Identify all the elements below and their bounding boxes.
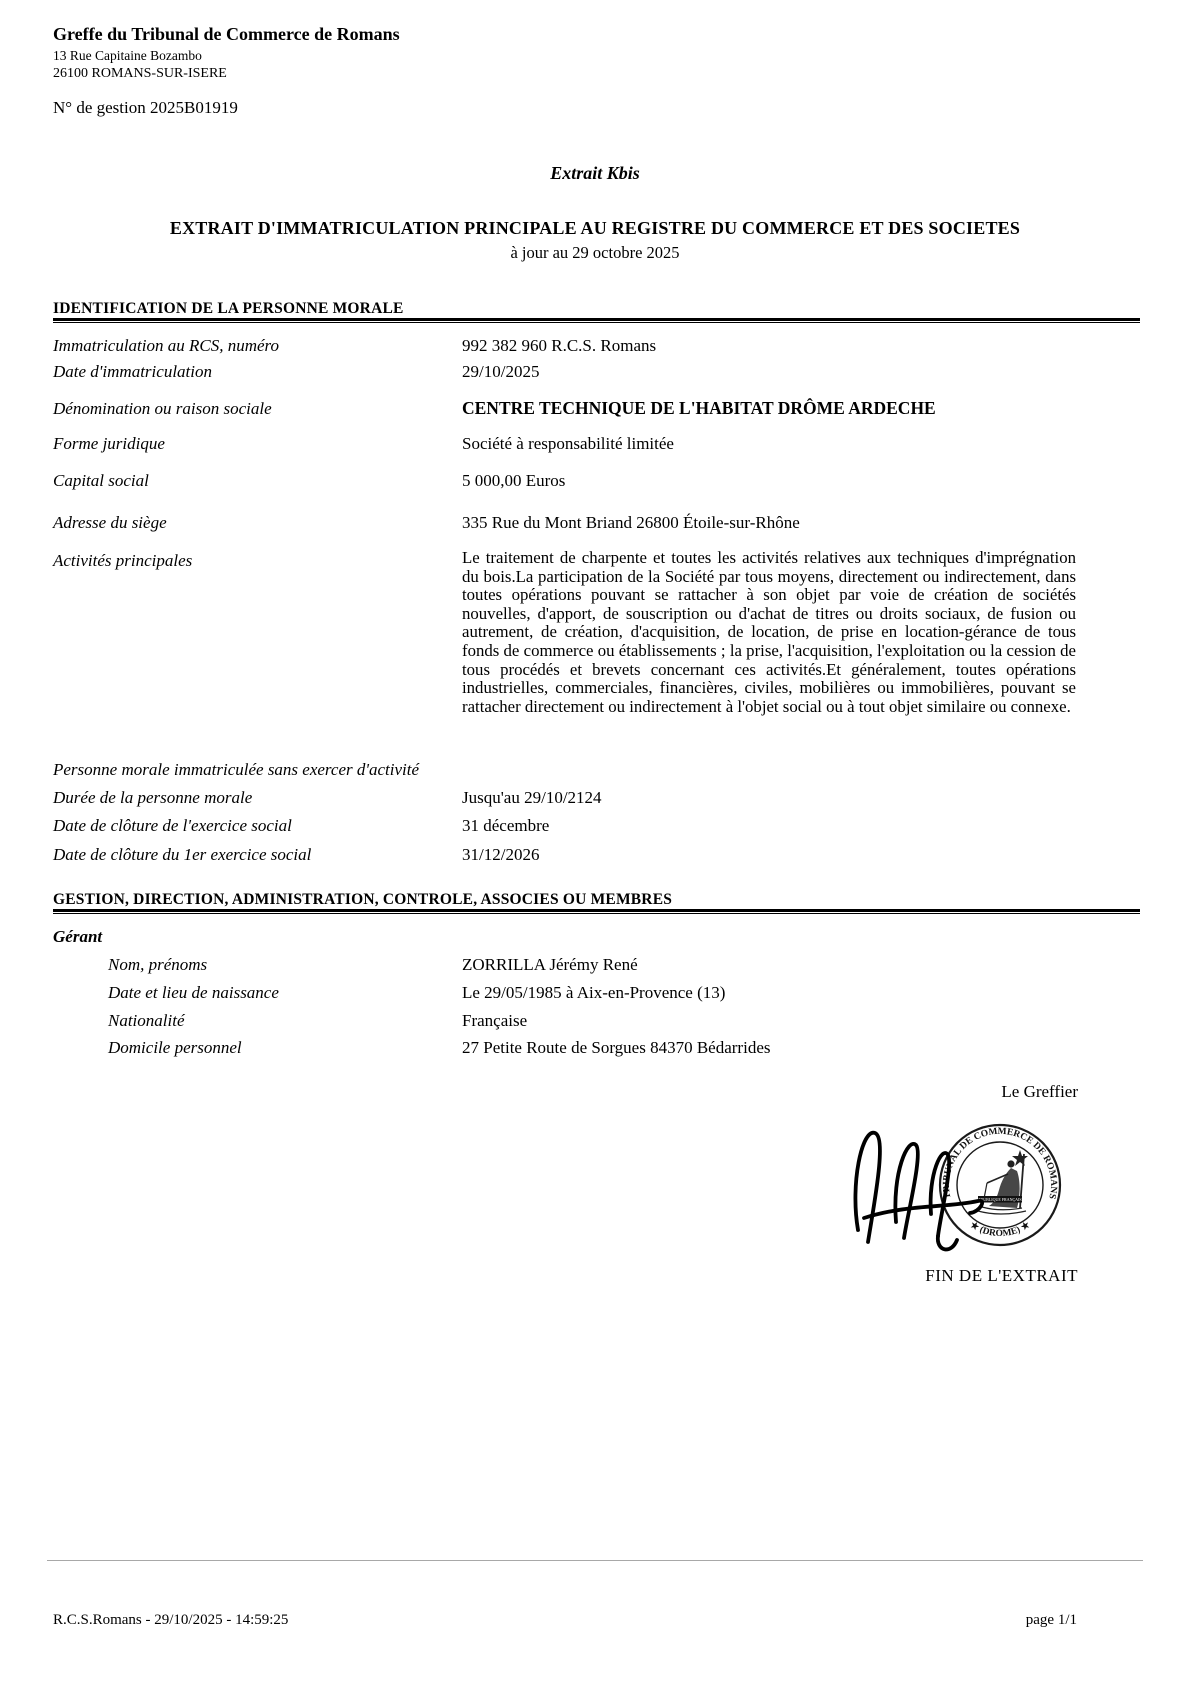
field-label: Immatriculation au RCS, numéro: [53, 336, 280, 355]
seal-ring-text: TRIBUNAL DE COMMERCE DE ROMANS: [941, 1126, 1059, 1200]
seal-figure: [975, 1154, 1026, 1214]
no-activity-note: Personne morale immatriculée sans exercer d'activité: [53, 760, 420, 779]
seal-bottom-text: ★ (DROME) ★: [968, 1220, 1032, 1240]
court-seal-graphic: [828, 1112, 1088, 1262]
company-name: CENTRE TECHNIQUE DE L'HABITAT DRÔME ARDECHE: [462, 398, 936, 418]
field-label: Domicile personnel: [108, 1038, 242, 1057]
seal-and-signature: [828, 1112, 1088, 1262]
footer-source-timestamp: R.C.S.Romans - 29/10/2025 - 14:59:25: [53, 1612, 289, 1628]
field-label: Date d'immatriculation: [53, 362, 212, 381]
field-value: 5 000,00 Euros: [462, 471, 566, 490]
field-value: 992 382 960 R.C.S. Romans: [462, 336, 657, 355]
field-value: 31 décembre: [462, 816, 550, 835]
seal-motto-text: REPUBLIQUE FRANÇAISE: [975, 1197, 1025, 1202]
manager-name: ZORRILLA Jérémy René: [462, 955, 638, 974]
section-rule-identification: [53, 318, 1140, 323]
office-name: Greffe du Tribunal de Commerce de Romans: [53, 24, 400, 44]
footer-rule: [47, 1560, 1143, 1561]
field-value: Le 29/05/1985 à Aix-en-Provence (13): [462, 983, 726, 1002]
end-of-extract-label: FIN DE L'EXTRAIT: [925, 1266, 1078, 1285]
activities-text: Le traitement de charpente et toutes les activités relatives aux techniques d'imprégnation du bois.La participation de la Société par tous moyens, directement ou indirectement, dans toutes opérations pouvant se rattacher à son objet par voie de création de sociétés nouvelles, d'apport, de souscription ou d'achat de titres ou droits sociaux, de fusion ou autrement, de création, d'acquisition, de location, de prise en location-gérance de tous fonds de commerce ou établissements ; la prise, l'acquisition, l'exploitation ou la cession de tous procédés et brevets concernant ces activités.Et généralement, toutes opérations industrielles, commerciales, financières, civiles, mobilières ou immobilières, pouvant se rattacher directement ou indirectement à l'objet social ou à tout objet similaire ou connexe.: [462, 548, 1076, 716]
as-of-date: à jour au 29 octobre 2025: [510, 243, 680, 262]
field-label: Nom, prénoms: [108, 955, 208, 974]
field-value: 29/10/2025: [462, 362, 540, 381]
greffier-label: Le Greffier: [1001, 1082, 1078, 1101]
field-value: Société à responsabilité limitée: [462, 434, 674, 453]
seal-inner-ring: [957, 1142, 1043, 1228]
field-label: Adresse du siège: [53, 513, 167, 532]
gestion-number: N° de gestion 2025B01919: [53, 98, 238, 117]
office-address-line2: 26100 ROMANS-SUR-ISERE: [53, 66, 227, 81]
field-value: 27 Petite Route de Sorgues 84370 Bédarrides: [462, 1038, 771, 1057]
field-label: Nationalité: [108, 1011, 185, 1030]
field-label: Capital social: [53, 471, 149, 490]
section-title-gestion: GESTION, DIRECTION, ADMINISTRATION, CONTROLE, ASSOCIES OU MEMBRES: [53, 891, 673, 908]
section-title-identification: IDENTIFICATION DE LA PERSONNE MORALE: [53, 300, 404, 317]
field-label: Dénomination ou raison sociale: [53, 399, 272, 418]
page-title: EXTRAIT D'IMMATRICULATION PRINCIPALE AU REGISTRE DU COMMERCE ET DES SOCIETES: [169, 218, 1021, 238]
field-value: Jusqu'au 29/10/2124: [462, 788, 602, 807]
office-address-line1: 13 Rue Capitaine Bozambo: [53, 48, 202, 63]
role-title: Gérant: [53, 927, 103, 946]
field-label: Date et lieu de naissance: [108, 983, 279, 1002]
seal-outer-ring: [940, 1125, 1060, 1245]
section-rule-gestion: [53, 909, 1140, 914]
doc-type-title: Extrait Kbis: [550, 163, 640, 183]
field-value: 335 Rue du Mont Briand 26800 Étoile-sur-Rhône: [462, 513, 800, 532]
footer-page-number: page 1/1: [1025, 1612, 1077, 1628]
field-label: Date de clôture du 1er exercice social: [53, 845, 312, 864]
field-label: Date de clôture de l'exercice social: [53, 816, 292, 835]
field-label: Activités principales: [53, 551, 193, 570]
field-label: Forme juridique: [53, 434, 165, 453]
field-value: 31/12/2026: [462, 845, 540, 864]
field-value: Française: [462, 1011, 528, 1030]
field-label: Durée de la personne morale: [53, 788, 253, 807]
